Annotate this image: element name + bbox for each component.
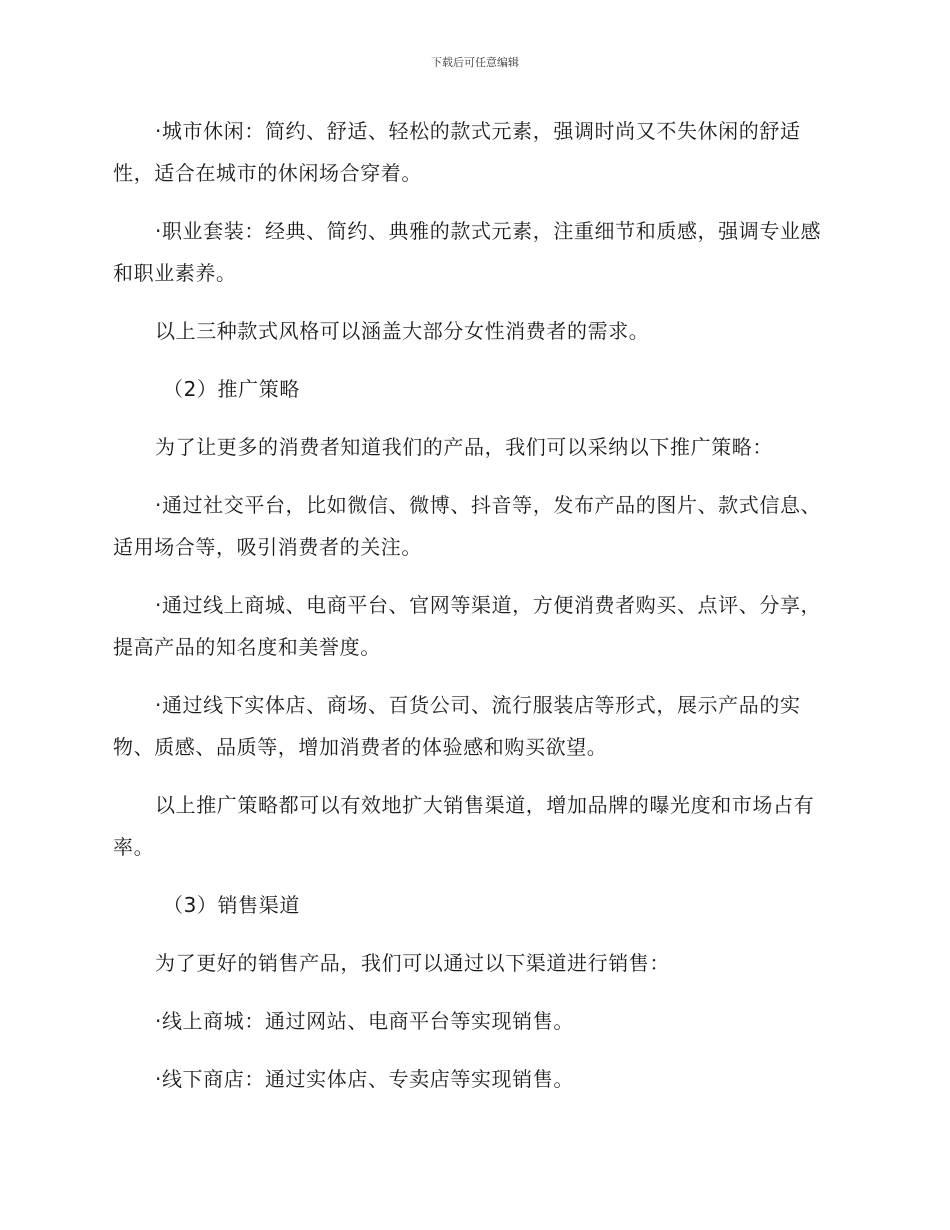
page-header: 下载后可任意编辑 [431, 56, 519, 69]
paragraph-promotion-summary: 以上推广策略都可以有效地扩大销售渠道，增加品牌的曝光度和市场占有率。 [113, 793, 815, 859]
bullet-offline-stores: ·通过线下实体店、商场、百货公司、流行服装店等形式，展示产品的实物、质感、品质等，增加消费者的体验感和购买欲望。 [113, 693, 801, 759]
section-heading-sales-channels: （3）销售渠道 [163, 893, 300, 917]
bullet-offline-shop: ·线下商店：通过实体店、专卖店等实现销售。 [155, 1067, 574, 1091]
section-heading-promotion: （2）推广策略 [163, 377, 300, 401]
paragraph-sales-intro: 为了更好的销售产品，我们可以通过以下渠道进行销售： [155, 951, 670, 975]
paragraph-promotion-intro: 为了让更多的消费者知道我们的产品，我们可以采纳以下推广策略： [155, 435, 773, 459]
bullet-online-mall: ·线上商城：通过网站、电商平台等实现销售。 [155, 1009, 574, 1033]
bullet-online-channels: ·通过线上商城、电商平台、官网等渠道，方便消费者购买、点评、分享，提高产品的知名度和美誉度。 [113, 593, 822, 659]
paragraph-style-summary: 以上三种款式风格可以涵盖大部分女性消费者的需求。 [155, 319, 650, 343]
bullet-social-platforms: ·通过社交平台，比如微信、微博、抖音等，发布产品的图片、款式信息、适用场合等，吸引消费者的关注。 [113, 493, 822, 559]
bullet-city-casual: ·城市休闲：简约、舒适、轻松的款式元素，强调时尚又不失休闲的舒适性，适合在城市的休闲场合穿着。 [113, 119, 801, 185]
document-body [113, 110, 833, 1100]
bullet-business-suit: ·职业套装：经典、简约、典雅的款式元素，注重细节和质感，强调专业感和职业素养。 [113, 219, 822, 285]
